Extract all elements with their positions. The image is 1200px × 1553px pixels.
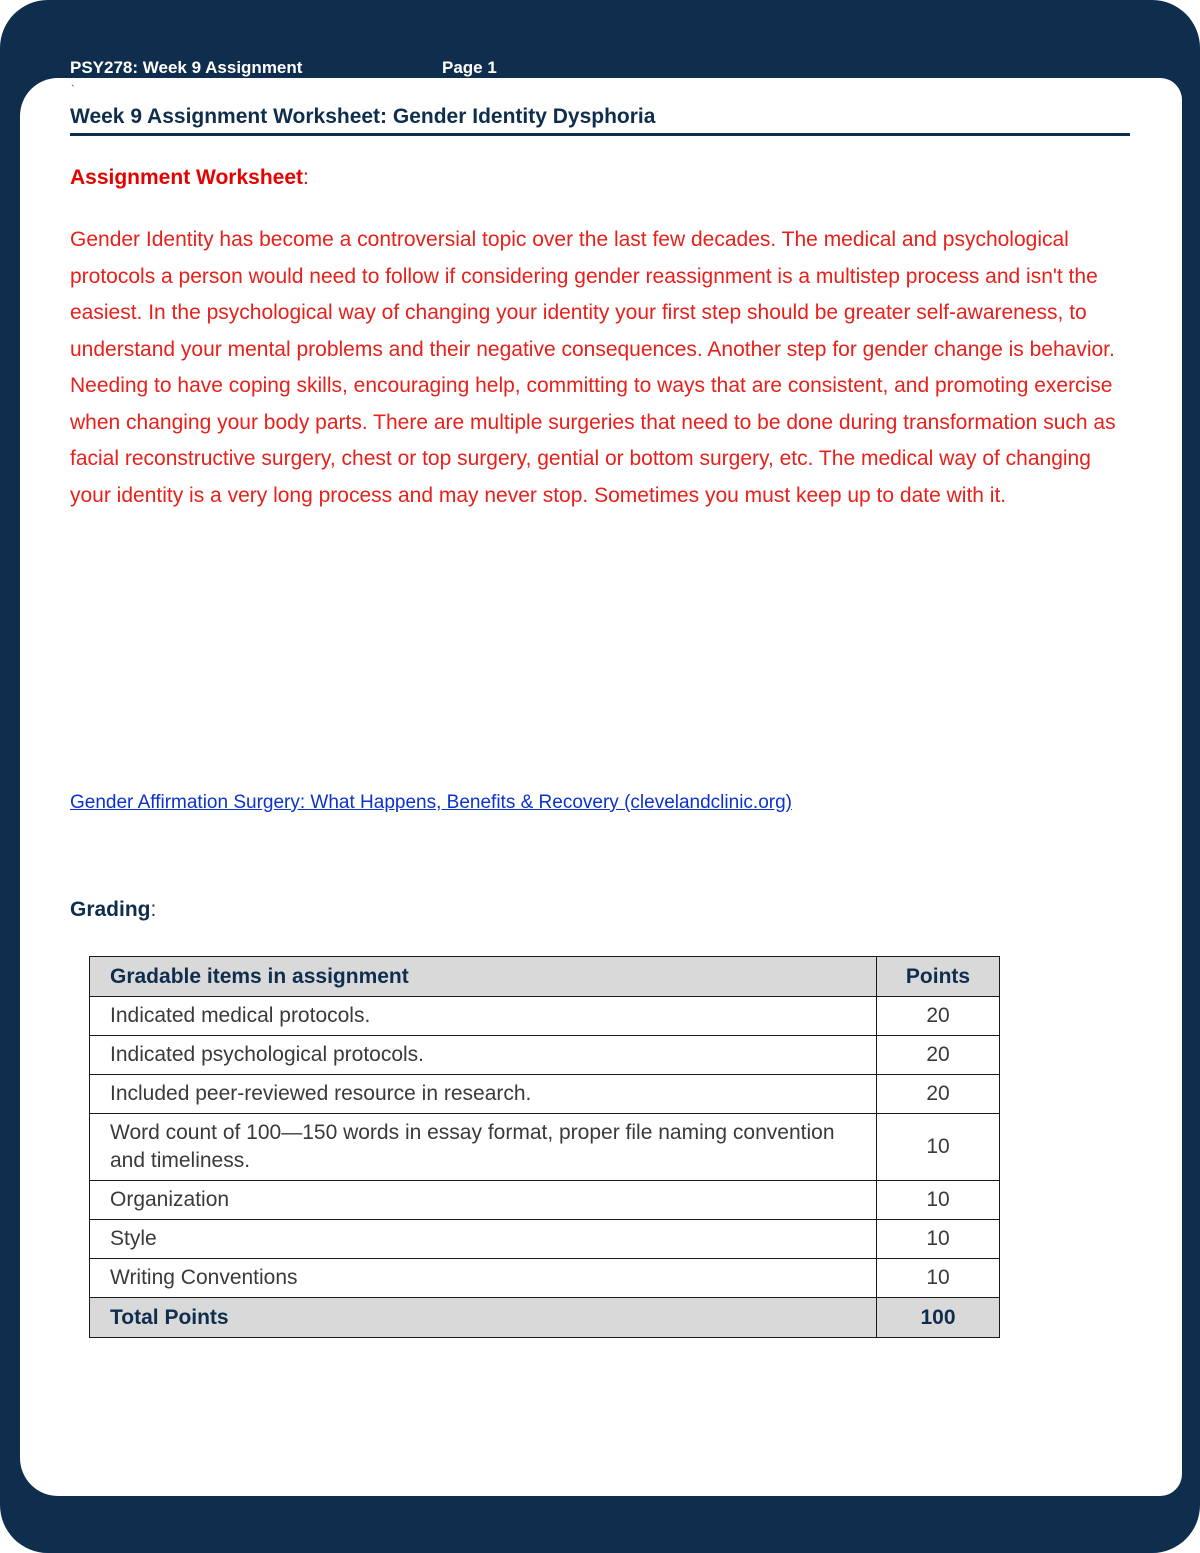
grading-heading-label: Grading [70,898,151,921]
table-row [90,1114,1000,1181]
worksheet-heading-colon: : [303,166,309,189]
row-points: 10 [877,1220,1000,1259]
table-header-row [90,957,1000,997]
worksheet-body: Gender Identity has become a controversial topic over the last few decades. The medical and psychological protocols a person would need to follow if considering gender reassignment is a multistep process and isn't the easiest. In the psychological way of changing your identity your first step should be greater self-awareness, to understand your mental problems and their negative consequences. Another step for gender change is behavior. Needing to have coping skills, encouraging help, committing to ways that are consistent, and promoting exercise when changing your body parts. There are multiple surgeries that need to be done during transformation such as facial reconstructive surgery, chest or top surgery, gential or bottom surgery, etc. The medical way of changing your identity is a very long process and may never stop. Sometimes you must keep up to date with it. [70,228,1116,507]
row-item: Style [90,1220,877,1259]
row-points: 20 [877,1075,1000,1114]
row-item: Indicated medical protocols. [90,997,877,1036]
total-row [90,1298,1000,1338]
table-row [90,1259,1000,1298]
worksheet-heading-label: Assignment Worksheet [70,166,303,189]
title-divider [70,133,1130,136]
table-row [90,997,1000,1036]
row-points: 10 [877,1114,1000,1181]
course-title: PSY278: Week 9 Assignment [70,58,303,77]
page-number: Page 1 [442,58,497,77]
total-points: 100 [877,1298,1000,1338]
reference-link[interactable]: Gender Affirmation Surgery: What Happens, Benefits & Recovery (clevelandclinic.org) [70,792,792,813]
row-item: Writing Conventions [90,1259,877,1298]
row-points: 10 [877,1181,1000,1220]
worksheet-heading [70,166,309,190]
column-header-points: Points [877,957,1000,997]
table-row [90,1220,1000,1259]
row-points: 20 [877,997,1000,1036]
row-item: Included peer-reviewed resource in research. [90,1075,877,1114]
total-label: Total Points [90,1298,877,1338]
grading-heading [70,898,156,922]
table-row [90,1036,1000,1075]
row-item: Word count of 100—150 words in essay format, proper file naming convention and timeliness. [90,1114,877,1181]
column-header-item: Gradable items in assignment [90,957,877,997]
table-row [90,1181,1000,1220]
grading-table [89,956,1000,1338]
row-points: 20 [877,1036,1000,1075]
grading-heading-colon: : [150,898,157,921]
stray-mark: ` [71,84,75,96]
row-item: Indicated psychological protocols. [90,1036,877,1075]
row-item: Organization [90,1181,877,1220]
table-row [90,1075,1000,1114]
document-title: Week 9 Assignment Worksheet: Gender Identity Dysphoria [70,105,656,128]
row-points: 10 [877,1259,1000,1298]
